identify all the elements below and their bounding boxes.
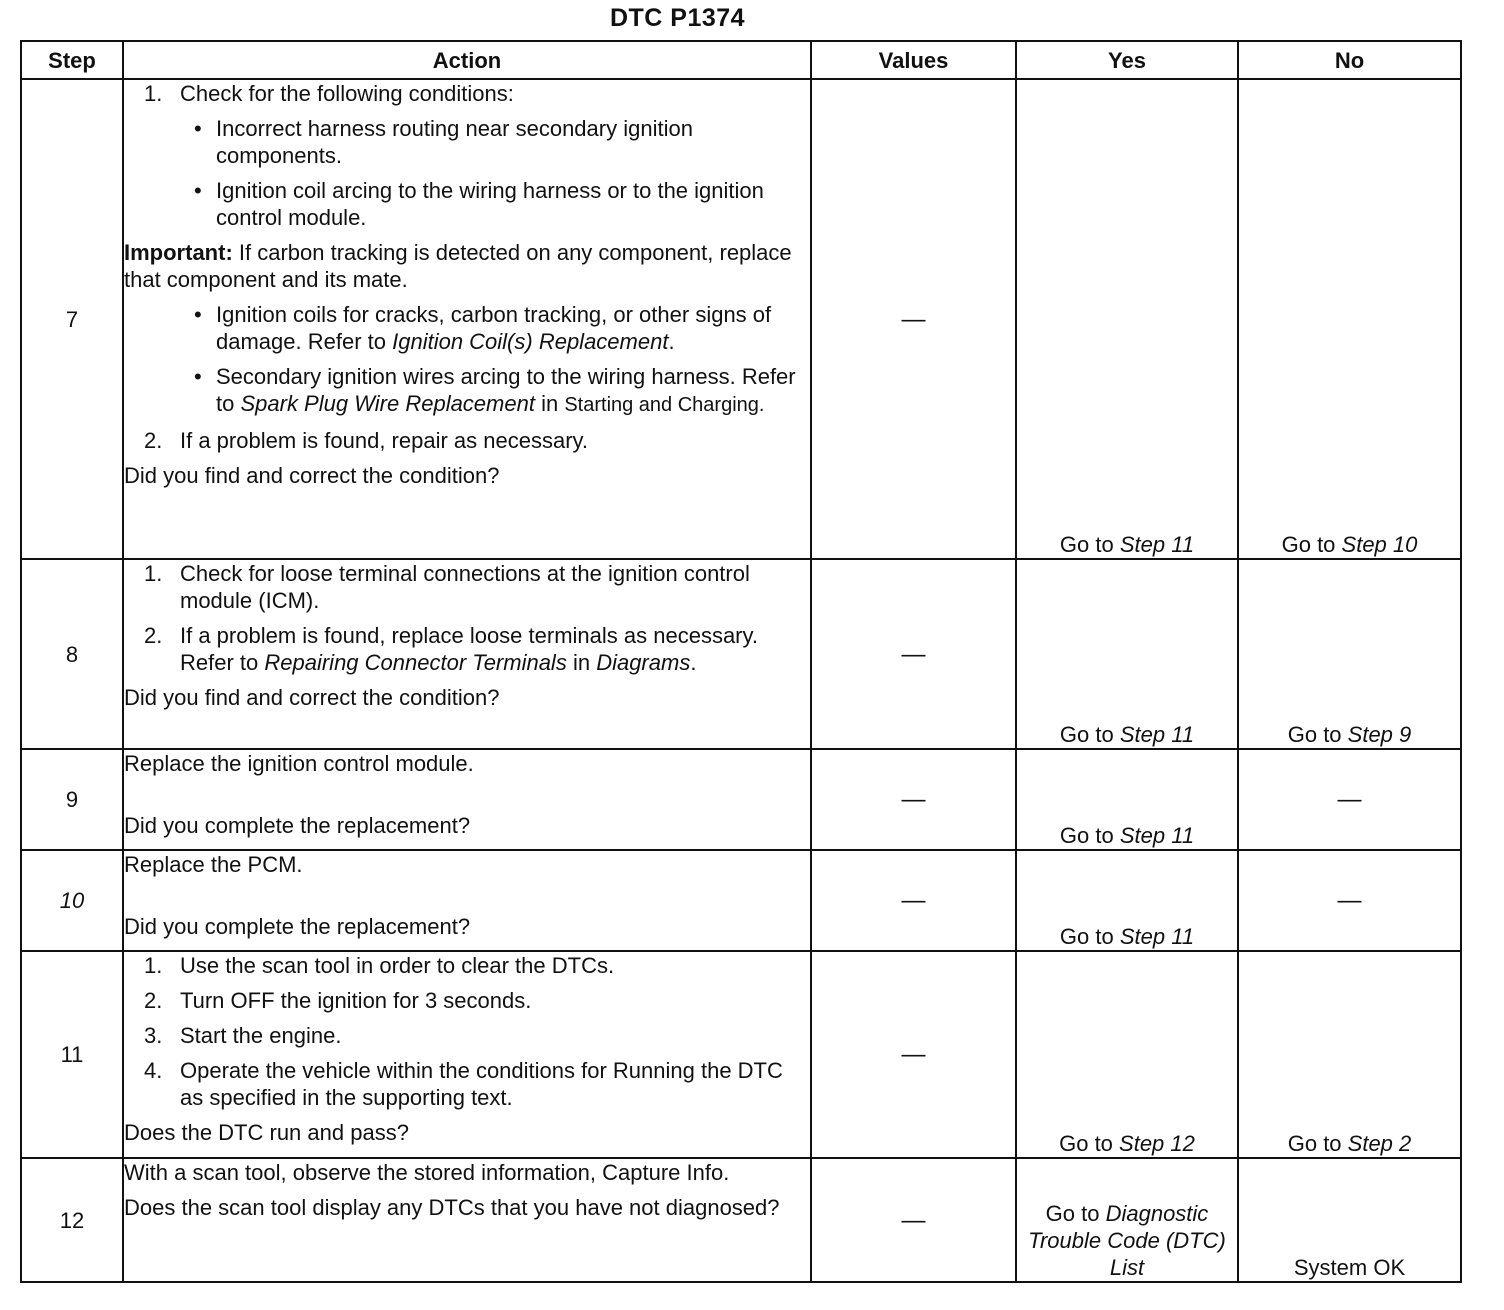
question: Did you find and correct the condition?: [124, 685, 500, 710]
step-number: 7: [21, 79, 123, 559]
header-yes: Yes: [1016, 41, 1238, 79]
list-item: 1. Check for loose terminal connections at the ignition control module (ICM).: [144, 561, 750, 613]
reference-link: Repairing Connector Terminals: [264, 650, 567, 675]
reference-link: Diagrams: [596, 650, 691, 675]
table-row-step-10: [21, 850, 1461, 951]
action-cell: Replace the PCM. Did you complete the replacement?: [123, 850, 811, 951]
list-item: 2. If a problem is found, replace loose terminals as necessary. Refer to Repairing Connector Terminals in Diagrams.: [144, 623, 758, 675]
question: Did you complete the replacement?: [124, 914, 471, 939]
bullet-item: • Incorrect harness routing near secondary ignition components.: [194, 116, 693, 168]
no-cell: Go to Step 10: [1238, 79, 1461, 559]
list-item: 1. Check for the following conditions:: [144, 81, 514, 106]
action-cell: [123, 951, 811, 1158]
list-item: 2. Turn OFF the ignition for 3 seconds.: [144, 988, 532, 1013]
action-cell: [123, 79, 811, 559]
values-cell: —: [811, 1158, 1016, 1282]
header-action: Action: [123, 41, 811, 79]
step-number: 9: [21, 749, 123, 850]
no-cell: Go to Step 9: [1238, 559, 1461, 749]
bullet-item: • Ignition coils for cracks, carbon tracking, or other signs of damage. Refer to Ignition Coil(s) Replacement.: [194, 302, 772, 354]
table-row-step-11: [21, 951, 1461, 1158]
action-cell: With a scan tool, observe the stored information, Capture Info. Does the scan tool display any DTCs that you have not diagnosed?: [123, 1158, 811, 1282]
important-note: Important: If carbon tracking is detected on any component, replace that component and its mate.: [124, 240, 792, 292]
yes-cell: Go to Step 11: [1016, 79, 1238, 559]
question: Did you complete the replacement?: [124, 813, 471, 838]
header-step: Step: [21, 41, 123, 79]
yes-cell: Go to Step 11: [1016, 559, 1238, 749]
step-number: 11: [21, 951, 123, 1158]
table-row-step-12: [21, 1158, 1461, 1282]
no-cell: System OK: [1238, 1158, 1461, 1282]
list-item: 1. Use the scan tool in order to clear the DTCs.: [144, 953, 615, 978]
step-number: 12: [21, 1158, 123, 1282]
yes-cell: Go to Step 11: [1016, 850, 1238, 951]
values-cell: —: [811, 79, 1016, 559]
yes-cell: Go to Diagnostic Trouble Code (DTC) List: [1016, 1158, 1238, 1282]
values-cell: —: [811, 559, 1016, 749]
no-cell: —: [1238, 749, 1461, 850]
list-item: 4. Operate the vehicle within the conditions for Running the DTC as specified in the supporting text.: [144, 1058, 783, 1110]
question: Does the DTC run and pass?: [124, 1120, 409, 1145]
action-cell: Replace the ignition control module. Did you complete the replacement?: [123, 749, 811, 850]
question: Does the scan tool display any DTCs that you have not diagnosed?: [124, 1195, 780, 1220]
list-item: 2. If a problem is found, repair as necessary.: [144, 428, 589, 453]
no-cell: Go to Step 2: [1238, 951, 1461, 1158]
reference-link: Ignition Coil(s) Replacement: [392, 329, 669, 354]
values-cell: —: [811, 850, 1016, 951]
step-number: 8: [21, 559, 123, 749]
no-cell: —: [1238, 850, 1461, 951]
bullet-item: • Ignition coil arcing to the wiring harness or to the ignition control module.: [194, 178, 764, 230]
values-cell: —: [811, 749, 1016, 850]
step-number: 10: [21, 850, 123, 951]
values-cell: —: [811, 951, 1016, 1158]
table-row-step-9: [21, 749, 1461, 850]
page-title: DTC P1374: [609, 4, 746, 32]
yes-cell: Go to Step 11: [1016, 749, 1238, 850]
reference-link: Spark Plug Wire Replacement: [240, 391, 535, 416]
diagnostic-table: [20, 40, 1462, 1283]
list-item: 3. Start the engine.: [144, 1023, 342, 1048]
header-no: No: [1238, 41, 1461, 79]
header-values: Values: [811, 41, 1016, 79]
action-cell: [123, 559, 811, 749]
header-row: [21, 41, 1461, 79]
table-row-step-7: [21, 79, 1461, 559]
question: Did you find and correct the condition?: [124, 463, 500, 488]
bullet-item: • Secondary ignition wires arcing to the wiring harness. Refer to Spark Plug Wire Replacement in Starting and Charging.: [194, 364, 796, 416]
yes-cell: Go to Step 12: [1016, 951, 1238, 1158]
table-row-step-8: [21, 559, 1461, 749]
